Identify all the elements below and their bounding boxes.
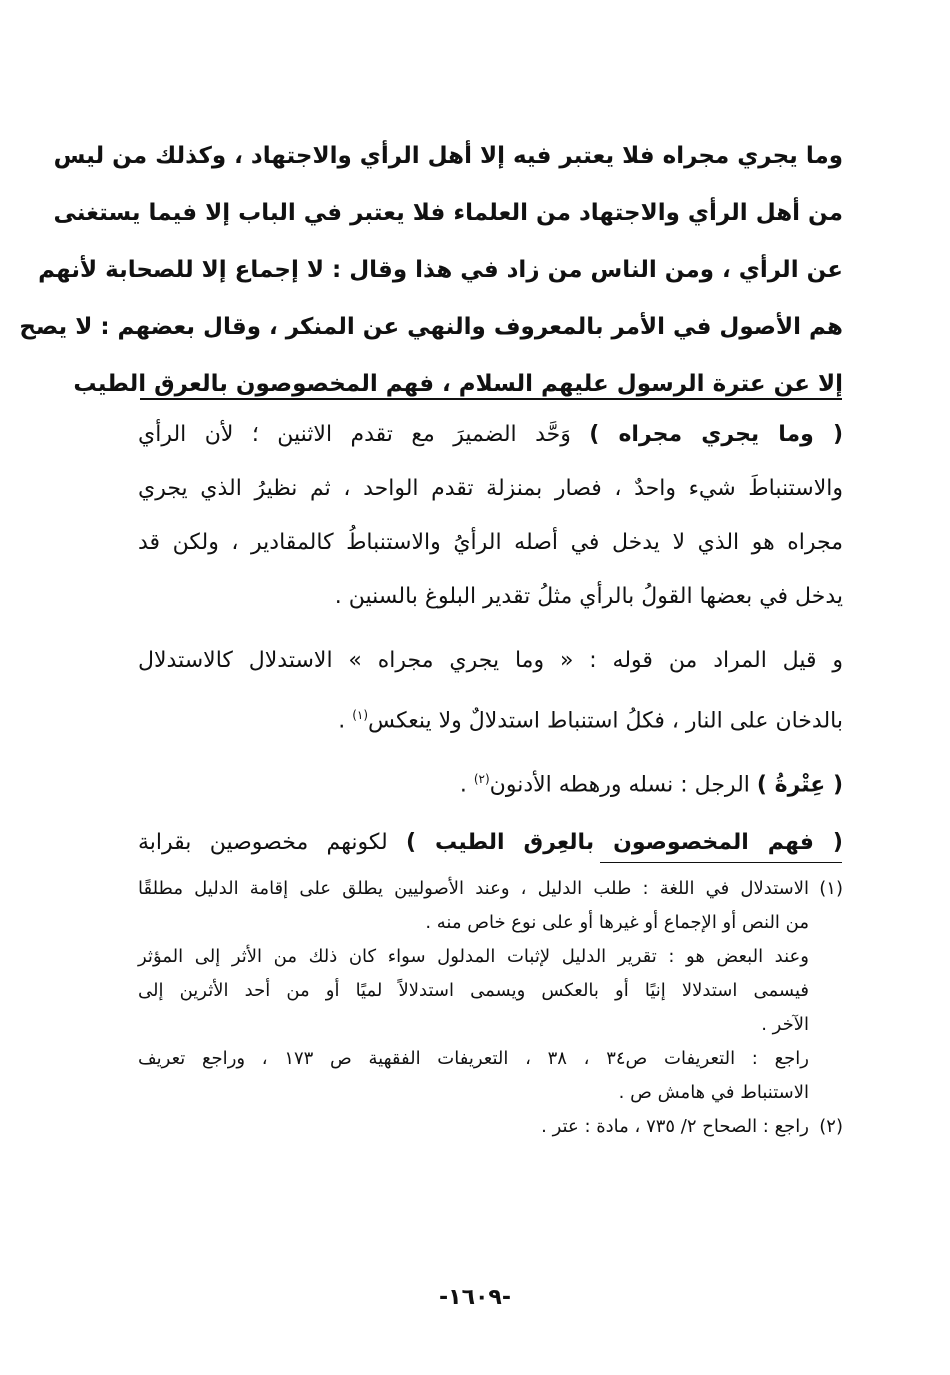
commentary	[138, 408, 843, 870]
paragraph-gap	[138, 806, 843, 816]
commentary-p1-line-3: مجراه هو الذي لا يدخل في أصله الرأيُ والاستنباطُ كالمقادير ، ولكن قد	[138, 530, 843, 555]
footnote-ref-2: (٢)	[473, 772, 490, 786]
footnote-1-number: (١)	[819, 878, 843, 899]
paragraph-gap	[138, 624, 843, 634]
footnote-text: راجع : الصحاح ٢/ ٧٣٥ ، مادة : عتر .	[541, 1116, 809, 1137]
footnote-1-line-3: وعند البعض هو : تقرير الدليل لإثبات المدلول سواء كان ذلك من الأثر إلى المؤثر	[138, 946, 809, 967]
main-text	[19, 128, 843, 413]
footnotes	[138, 872, 843, 1144]
footnote-1-line-4: فيسمى استدلالا إنيًا أو بالعكس ويسمى استدلالاً لميًا أو من أحد الأثرين إلى	[138, 980, 809, 1001]
commentary-p1-line-2: والاستنباطَ شيء واحدٌ ، فصار بمنزلة تقدم الواحد ، ثم نظيرُ الذي يجري	[138, 476, 843, 501]
commentary-p2-line-1: و قيل المراد من قوله : « وما يجري مجراه » الاستدلال كالاستدلال	[138, 648, 843, 673]
commentary-text: لكونهم مخصوصين بقرابة	[138, 830, 406, 855]
main-line-5: إلا عن عترة الرسول عليهم السلام ، فهم المخصوصون بالعرق الطيب	[73, 371, 843, 397]
footnote-2-number: (٢)	[819, 1116, 843, 1137]
footnote-1-line-7: الاستنباط في هامش ص .	[618, 1082, 809, 1103]
main-line-3: عن الرأي ، ومن الناس من زاد في هذا وقال : لا إجماع إلا للصحابة لأنهم	[38, 257, 843, 283]
page-number: -١٦٠٩-	[439, 1285, 511, 1310]
lemma-makhsusun: ( فهم المخصوصون بالعِرق الطيب )	[406, 830, 843, 855]
main-line-2: من أهل الرأي والاجتهاد من العلماء فلا يعتبر في الباب إلا فيما يستغنى	[53, 200, 843, 226]
footnote-separator	[600, 862, 842, 863]
footnote-1-line-5: الآخر .	[761, 1014, 809, 1035]
footnote-1-line-6: راجع : التعريفات ص٣٤ ، ٣٨ ، التعريفات الفقهية ص ١٧٣ ، وراجع تعريف	[138, 1048, 809, 1069]
footnote-ref-1: (١)	[352, 708, 369, 722]
main-separator	[140, 398, 842, 400]
footnote-1-line-1	[138, 872, 843, 906]
commentary-text: .	[338, 708, 353, 734]
lemma-wa-ma-yajri: ( وما يجري مجراه )	[589, 422, 843, 447]
main-line-4: هم الأصول في الأمر بالمعروف والنهي عن المنكر ، وقال بعضهم : لا يصح	[19, 314, 843, 340]
commentary-p1-line-4: يدخل في بعضها القولُ بالرأي مثلُ تقدير البلوغ بالسنين .	[334, 584, 843, 609]
footnote-1-line-2: من النص أو الإجماع أو غيرها أو على نوع خاص منه .	[425, 912, 809, 933]
commentary-text: .	[459, 772, 474, 798]
commentary-p1-line-1	[138, 408, 843, 462]
lemma-itra: ( عِتْرةُ )	[756, 772, 843, 798]
footnote-2-line-1	[138, 1110, 843, 1144]
commentary-p3-line-1	[138, 752, 843, 806]
footnote-text: الاستدلال في اللغة : طلب الدليل ، وعند الأصوليين يطلق على إقامة الدليل مطلقًا	[138, 878, 809, 899]
commentary-text: بالدخان على النار ، فكلُ استنباط استدلالٌ ولا ينعكس	[368, 708, 843, 734]
commentary-text: الرجل : نسله ورهطه الأدنون	[489, 772, 757, 798]
commentary-p2-line-2	[138, 688, 843, 742]
main-line-1: وما يجري مجراه فلا يعتبر فيه إلا أهل الرأي والاجتهاد ، وكذلك من ليس	[53, 143, 843, 169]
commentary-text: وَحَّد الضميرَ مع تقدم الاثنين ؛ لأن الرأي	[138, 422, 590, 447]
paragraph-gap	[138, 742, 843, 752]
